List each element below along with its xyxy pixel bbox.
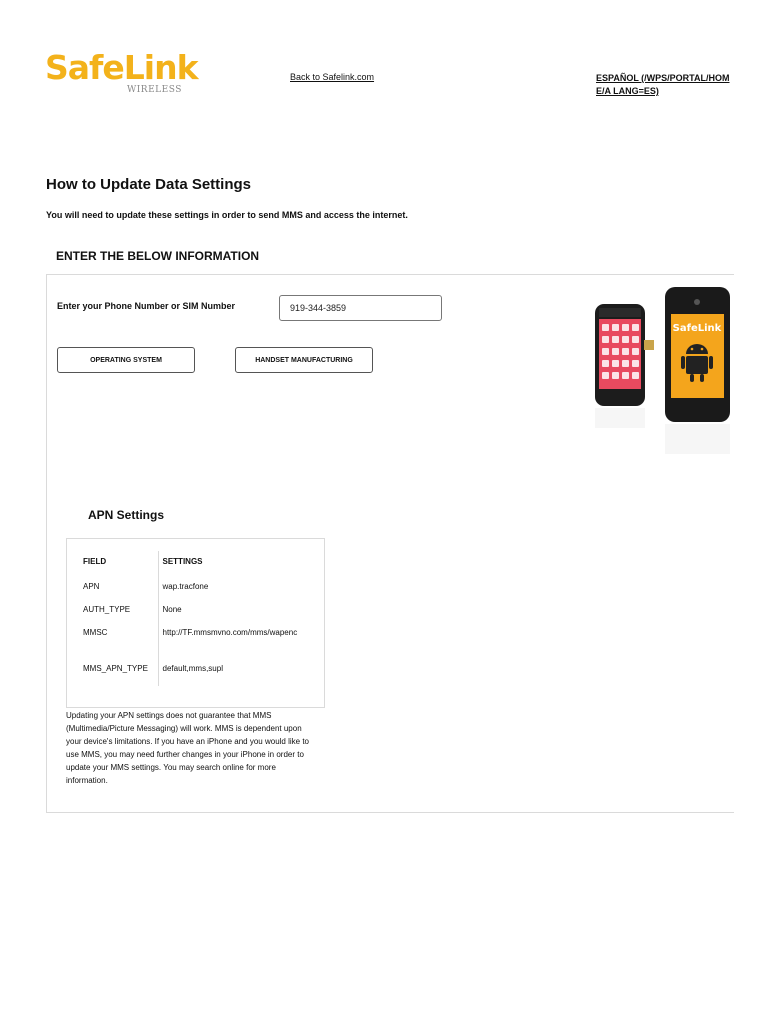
apn-field-cell: APN <box>79 581 158 604</box>
apn-table-container <box>66 538 325 708</box>
table-row <box>79 604 313 627</box>
mmsc-value-cell: http://TF.mmsmvno.com/mms/wapenc <box>162 628 298 637</box>
mms-apn-type-value-cell: default,mms,supl <box>162 664 223 673</box>
auth-type-value-cell: None <box>162 605 182 614</box>
section-title: ENTER THE BELOW INFORMATION <box>56 249 260 263</box>
handset-manufacturing-button[interactable]: HANDSET MANUFACTURING <box>235 347 373 373</box>
mms-disclaimer-text: Updating your APN settings does not guarantee that MMS (Multimedia/Picture Messaging) will work. MMS is dependent upon your device's limitations. If you have an iPhone and you would like to use MMS, you may need further changes in your iPhone in order to update your MMS settings. You may search online for more information. <box>66 711 309 785</box>
safelink-logo[interactable] <box>45 50 207 98</box>
logo-wordmark: SafeLink <box>45 48 198 87</box>
large-phone-image <box>665 287 730 422</box>
svg-text:SafeLink: SafeLink <box>672 323 722 334</box>
settings-column-header: SETTINGS <box>162 556 203 566</box>
apn-settings-title: APN Settings <box>88 508 165 522</box>
phone-number-input[interactable] <box>279 295 442 321</box>
logo-subtitle: WIRELESS <box>127 85 182 95</box>
operating-system-button[interactable]: OPERATING SYSTEM <box>57 347 195 373</box>
field-column-header: FIELD <box>79 551 158 581</box>
apn-value-cell: wap.tracfone <box>162 582 209 591</box>
table-row <box>79 627 313 663</box>
intro-text: You will need to update these settings in order to send MMS and access the internet. <box>46 210 408 220</box>
espanol-language-link[interactable]: ESPAÑOL (/WPS/PORTAL/HOME/A LANG=ES) <box>596 73 730 96</box>
small-phone-image <box>595 304 645 406</box>
mms-apn-type-field-cell: MMS_APN_TYPE <box>79 663 158 686</box>
back-to-safelink-link[interactable]: Back to Safelink.com <box>290 72 375 82</box>
apn-settings-table <box>79 551 313 686</box>
table-row <box>79 581 313 604</box>
auth-type-field-cell: AUTH_TYPE <box>79 604 158 627</box>
table-row <box>79 663 313 686</box>
phone-number-label: Enter your Phone Number or SIM Number <box>57 301 236 311</box>
phones-illustration <box>590 284 732 459</box>
sim-card-image <box>644 340 654 350</box>
page-title: How to Update Data Settings <box>46 176 252 193</box>
mmsc-field-cell: MMSC <box>79 627 158 663</box>
